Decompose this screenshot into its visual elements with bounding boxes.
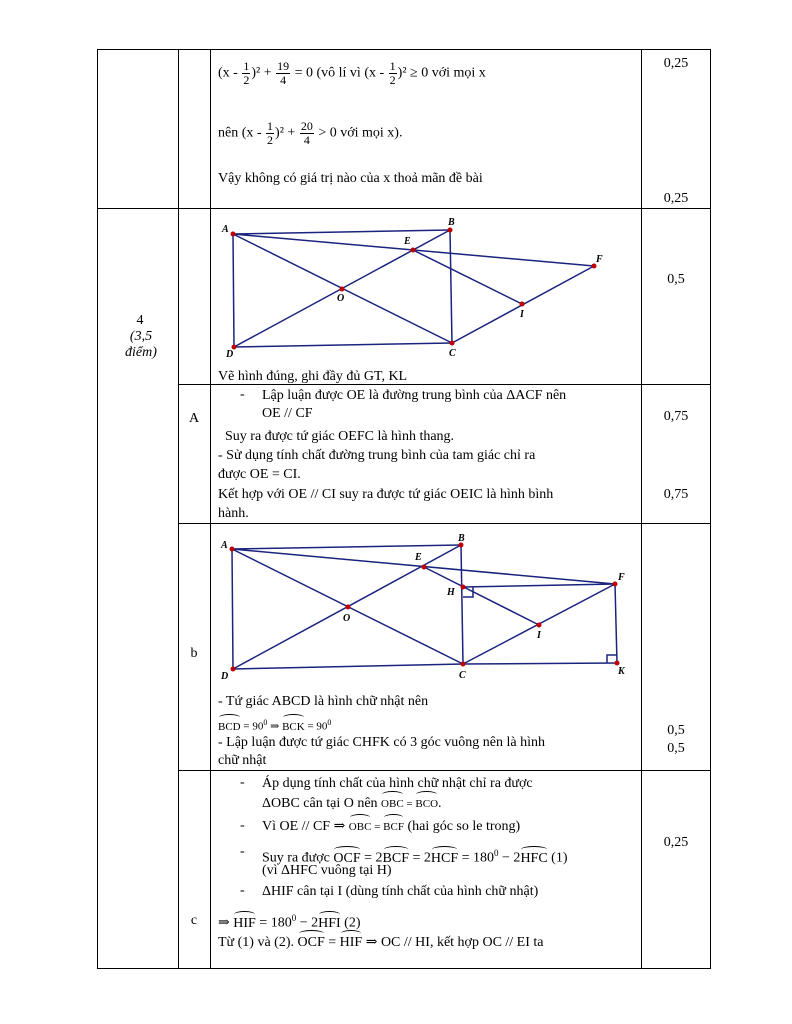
fig1-label-O: O [337, 293, 345, 304]
fig1-label-F: F [596, 254, 603, 265]
fig2-label-A: A [221, 540, 228, 551]
row-divider-a-b [178, 523, 711, 524]
part-c-line4: Suy ra được OCF = $2BCF = 2HCF = 180^0 - 2HFC$ (1) [262, 848, 568, 866]
fig2-label-I: I [537, 630, 541, 641]
question-number: 4 [136, 313, 144, 328]
fig1-label-A: A [222, 224, 229, 235]
part-a-line1: Lập luận được OE là đường trung bình của ΔACF nên [262, 388, 567, 403]
part-a-bullet: - [240, 387, 245, 402]
part-c-line8: Từ (1) và (2). OCF = HIF ⇒ OC // HI, kết hợp OC // EI ta [218, 935, 544, 950]
table-column-divider-2 [210, 49, 211, 969]
part-c-line1: Áp dụng tính chất của hình chữ nhật chỉ ra được [262, 776, 533, 791]
question-points-line1: (3,5 [129, 329, 153, 344]
part-c-line2: ΔOBC cân tại O nên OBC = BCO. [262, 796, 442, 811]
geometry-figure-2 [215, 528, 635, 683]
table-column-divider-3 [641, 49, 642, 969]
row3-line1: (x - $\frac{1}{2}$ )² + $\frac{19}{4}$ = 0 (vô lí vì (x - $\frac{1}{2}$ )² ≥ 0 với mọi x [218, 59, 486, 87]
part-b-score-1: 0,5 [667, 723, 685, 738]
part-c-line5: (vì ΔHFC vuông tại H) [262, 863, 392, 878]
figure-1-points [231, 228, 597, 350]
part-c-score: 0,25 [663, 835, 689, 850]
fig1-label-B: B [448, 217, 455, 228]
row3-line2: nên (x - $\frac{1}{2}$ )² + $\frac{20}{4}$ > 0 với mọi x). [218, 119, 403, 147]
figure-score: 0,5 [667, 272, 685, 287]
row3-score-2: 0,25 [663, 191, 689, 206]
part-c-line6: ΔHIF cân tại I (dùng tính chất của hình chữ nhật) [262, 884, 539, 899]
fig1-label-E: E [404, 236, 411, 247]
part-c-line7: ⇒ HIF = $180^0 - 2HFI$ (2) [218, 913, 361, 931]
table-border-right [710, 49, 711, 969]
part-a-line2: OE // CF [262, 406, 313, 421]
fig2-label-H: H [447, 587, 455, 598]
part-a-line7: hành. [218, 506, 249, 521]
part-a-score-1: 0,75 [663, 409, 689, 424]
part-c-bullet-1: - [240, 775, 245, 790]
part-c-line3: Vì OE // CF ⇒ OBC = BCF (hai góc so le trong) [262, 819, 521, 834]
part-a-label: A [188, 411, 200, 426]
part-c-label: c [190, 913, 198, 928]
fig2-label-C: C [459, 670, 466, 681]
part-a-score-2: 0,75 [663, 487, 689, 502]
part-b-line3: - Lập luận được tứ giác CHFK có 3 góc vuông nên là hình [218, 735, 546, 750]
fig1-label-C: C [449, 348, 456, 359]
part-a-line3: Suy ra được tứ giác OEFC là hình thang. [225, 429, 455, 444]
row3-score-1: 0,25 [663, 56, 689, 71]
fig2-label-D: D [221, 671, 229, 682]
table-column-divider-1 [178, 49, 179, 969]
table-border-top [97, 49, 711, 50]
row-divider-3-4 [97, 208, 711, 209]
part-b-line1: - Tứ giác ABCD là hình chữ nhật nên [218, 694, 429, 709]
figure-caption: Vẽ hình đúng, ghi đầy đủ GT, KL [218, 369, 408, 384]
geometry-figure-1 [215, 212, 615, 367]
part-c-bullet-4: - [240, 883, 245, 898]
part-c-bullet-2: - [240, 818, 245, 833]
fig2-label-O: O [343, 613, 351, 624]
table-border-bottom [97, 968, 711, 969]
figure-2-points [230, 543, 620, 672]
part-a-line6: Kết hợp với OE // CI suy ra được tứ giác OEIC là hình bình [218, 487, 554, 502]
fig1-label-I: I [520, 309, 524, 320]
fig2-label-F: F [618, 572, 625, 583]
part-b-score-2: 0,5 [667, 741, 685, 756]
part-b-label: b [190, 646, 198, 661]
part-c-bullet-3: - [240, 844, 245, 859]
fig2-label-E: E [415, 552, 422, 563]
part-a-line5: được OE = CI. [218, 467, 301, 482]
fig2-label-K: K [618, 666, 625, 677]
row3-line3: Vậy không có giá trị nào của x thoả mãn đề bài [218, 171, 483, 186]
part-b-line4: chữ nhật [218, 753, 267, 768]
table-border-left [97, 49, 98, 969]
fig1-label-D: D [226, 349, 234, 360]
part-b-line2: BCD = $90^0$ ⇒ BCK = $90^0$ [218, 714, 331, 736]
question-points-line2: điểm) [125, 345, 157, 360]
row-divider-b-c [178, 770, 711, 771]
fig2-label-B: B [458, 533, 465, 544]
part-a-line4: - Sử dụng tính chất đường trung bình của tam giác chỉ ra [218, 448, 536, 463]
